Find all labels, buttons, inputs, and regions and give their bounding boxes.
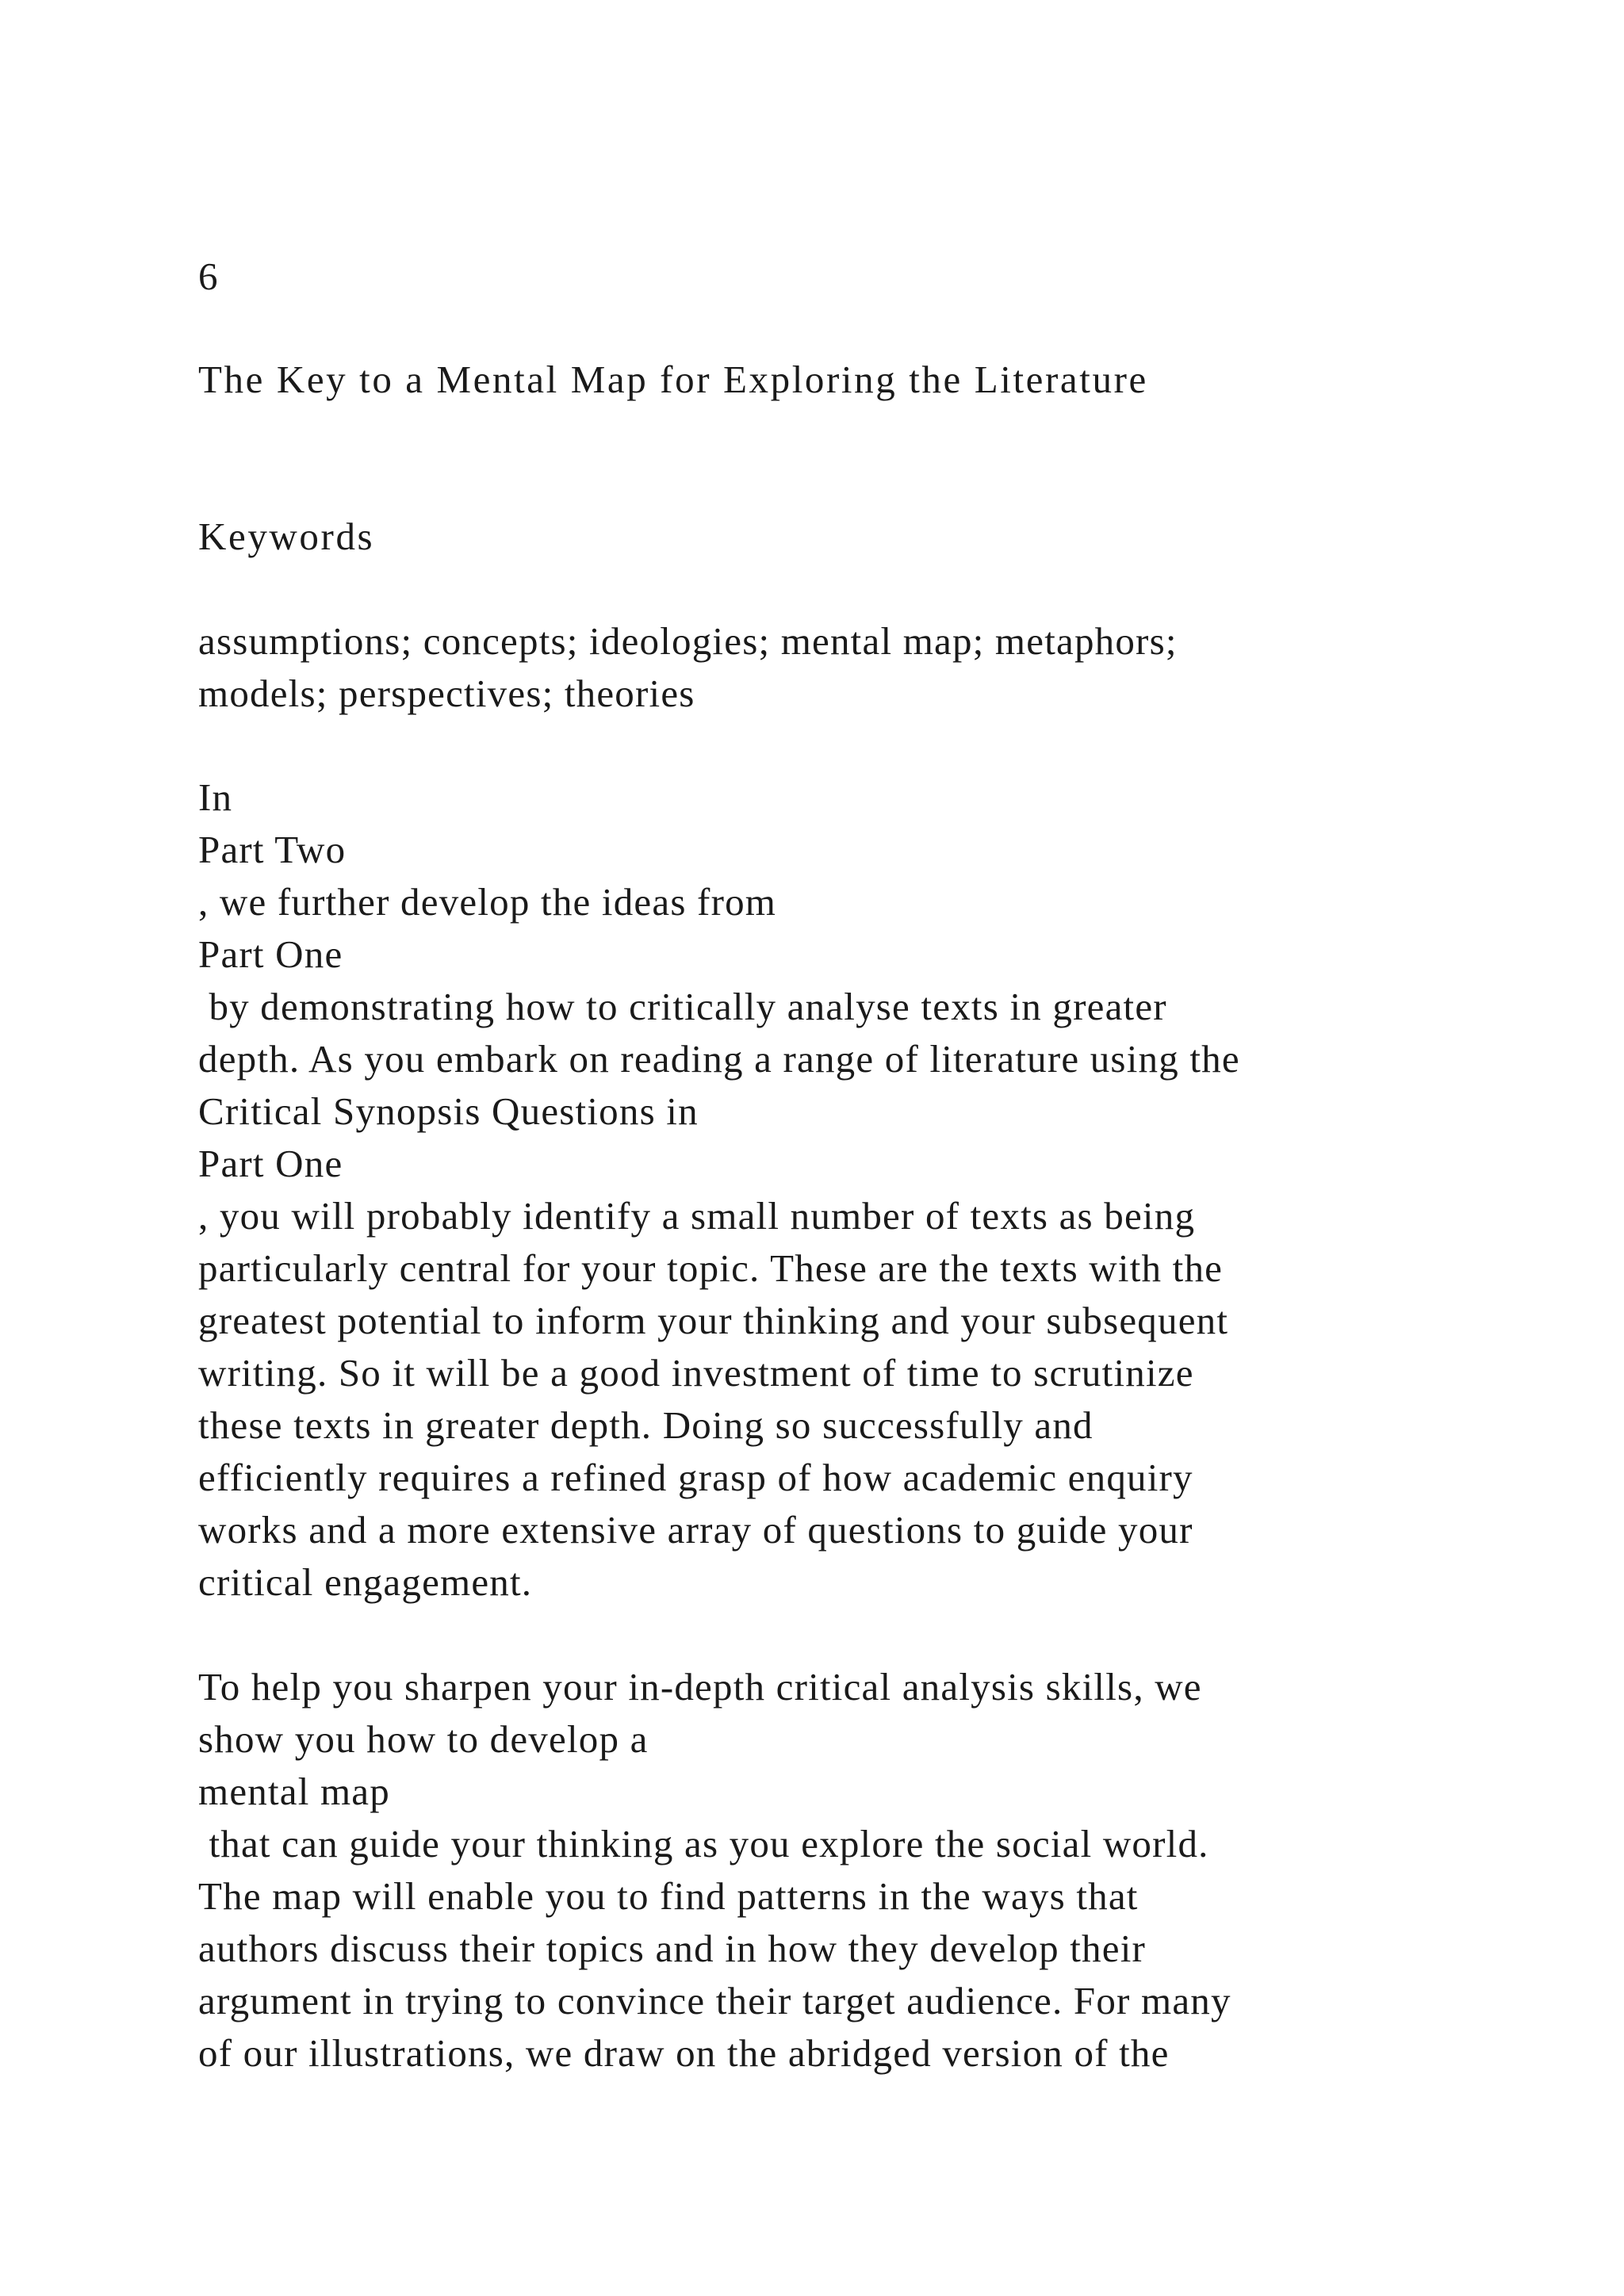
body-line: writing. So it will be a good investment of time to scrutinize <box>198 1351 1194 1395</box>
body-line: Critical Synopsis Questions in <box>198 1089 699 1133</box>
body-line: particularly central for your topic. These are the texts with the <box>198 1246 1224 1290</box>
body-line: , you will probably identify a small number of texts as being <box>198 1194 1196 1238</box>
keywords-heading: Keywords <box>198 515 375 558</box>
body-line: argument in trying to convince their target audience. For many <box>198 1979 1231 2022</box>
body-line: , we further develop the ideas from <box>198 880 777 924</box>
body-line: show you how to develop a <box>198 1717 649 1761</box>
chapter-title: The Key to a Mental Map for Exploring the Literature <box>198 358 1148 401</box>
body-line: works and a more extensive array of questions to guide your <box>198 1508 1193 1552</box>
body-line: critical engagement. <box>198 1560 533 1604</box>
body-line-part-one: Part One <box>198 1142 343 1185</box>
body-line: The map will enable you to find patterns in the ways that <box>198 1874 1139 1918</box>
body-line: In <box>198 775 233 819</box>
body-line-part-two: Part Two <box>198 828 347 871</box>
keywords-line: assumptions; concepts; ideologies; mental map; metaphors; <box>198 619 1178 663</box>
body-line: of our illustrations, we draw on the abridged version of the <box>198 2031 1170 2075</box>
body-line: that can guide your thinking as you explore the social world. <box>198 1822 1209 1866</box>
chapter-number: 6 <box>198 254 220 298</box>
body-line: these texts in greater depth. Doing so successfully and <box>198 1403 1094 1447</box>
body-line: authors discuss their topics and in how they develop their <box>198 1927 1147 1970</box>
keywords-line: models; perspectives; theories <box>198 672 695 715</box>
body-line: by demonstrating how to critically analyse texts in greater <box>198 985 1167 1028</box>
body-line-part-one: Part One <box>198 932 343 976</box>
body-line: depth. As you embark on reading a range of literature using the <box>198 1037 1240 1081</box>
body-line: To help you sharpen your in-depth critical analysis skills, we <box>198 1665 1202 1709</box>
body-line-mental-map: mental map <box>198 1770 390 1813</box>
body-line: greatest potential to inform your thinking and your subsequent <box>198 1299 1229 1342</box>
body-line: efficiently requires a refined grasp of how academic enquiry <box>198 1456 1193 1499</box>
